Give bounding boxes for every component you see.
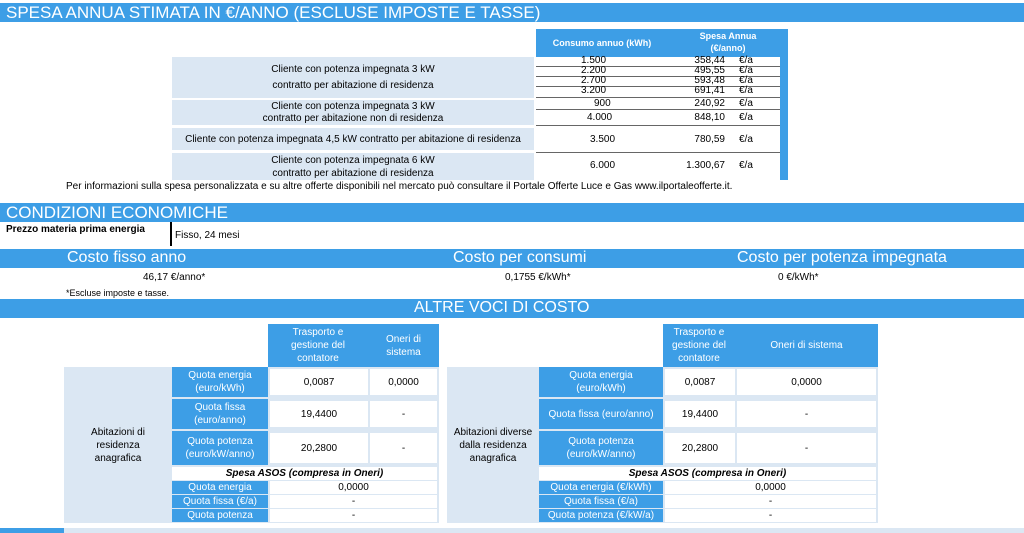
right-group-label: Abitazioni diverse dalla residenza anagrafica	[453, 426, 533, 464]
unit-label: €/a	[739, 75, 753, 86]
costo-fisso-value: 46,17 €/anno*	[143, 272, 206, 283]
unit-label: €/a	[739, 65, 753, 76]
costo-consumi-value: 0,1755 €/kWh*	[505, 272, 571, 283]
group-label-line: contratto per abitazione di residenza	[272, 80, 434, 91]
prezzo-label: Prezzo materia prima energia	[6, 224, 145, 235]
table-row	[536, 87, 780, 98]
costo-consumi-label: Costo per consumi	[453, 249, 587, 266]
consumo-value: 2.200	[581, 65, 607, 76]
asos-value: -	[270, 495, 437, 508]
quota-label: Quota potenza (euro/kW/anno)	[539, 431, 663, 465]
quota-label: Quota energia (euro/kWh)	[539, 367, 663, 397]
prezzo-value: Fisso, 24 mesi	[175, 230, 240, 241]
unit-label: €/a	[739, 85, 753, 96]
asos-value: -	[665, 495, 876, 508]
info-text: Per informazioni sulla spesa personalizzata e su altre offerte disponibili nel mercato può consultare il Portale Offerte Luce e Gas www.ilportaleofferte.it.	[66, 181, 733, 192]
group-label-line: Cliente con potenza impegnata 3 kW	[271, 64, 435, 75]
trasporto-value: 0,0087	[665, 369, 735, 395]
unit-label: €/a	[739, 134, 753, 145]
spesa-right-border	[780, 57, 788, 180]
costo-potenza-label: Costo per potenza impegnata	[737, 249, 947, 266]
trasporto-value: 20,2800	[270, 433, 368, 463]
consumo-value: 3.500	[590, 134, 616, 145]
oneri-value: 0,0000	[737, 369, 876, 395]
divider	[170, 222, 172, 246]
unit-label: €/a	[739, 112, 753, 123]
oneri-header: Oneri di sistema	[385, 333, 421, 358]
group-label-line: contratto per abitazione non di residenza	[262, 112, 444, 124]
col-spesa-label-1: Spesa Annua	[699, 31, 757, 41]
group-label-line: Cliente con potenza impegnata 6 kW	[271, 154, 435, 166]
spesa-value: 1.300,67	[686, 160, 725, 171]
nota-text: *Escluse imposte e tasse.	[66, 288, 170, 298]
oneri-value: -	[737, 433, 876, 463]
spesa-value: 593,48	[694, 75, 725, 86]
costi-band	[0, 249, 1024, 268]
asos-value: -	[270, 509, 437, 522]
col-consumo-header	[536, 29, 668, 57]
asos-label: Quota fissa (€/a)	[172, 495, 268, 508]
left-group-label: Abitazioni di residenza anagrafica	[91, 426, 145, 464]
consumo-value: 4.000	[587, 112, 613, 123]
consumo-value: 1.500	[581, 55, 607, 66]
quota-label: Quota potenza (euro/kW/anno)	[172, 431, 268, 465]
asos-title: Spesa ASOS (compresa in Oneri)	[172, 467, 437, 480]
table-row	[536, 153, 780, 180]
asos-value: 0,0000	[270, 481, 437, 494]
col-consumo-label: Consumo annuo (kWh)	[552, 38, 652, 48]
group-label-line: Cliente con potenza impegnata 3 kW	[271, 100, 435, 112]
spesa-value: 240,92	[694, 98, 725, 109]
costo-potenza-value: 0 €/kWh*	[778, 272, 819, 283]
asos-label: Quota fissa (€/a)	[539, 495, 663, 508]
asos-value: -	[665, 509, 876, 522]
quota-label: Quota fissa (euro/anno)	[172, 399, 268, 429]
quota-label: Quota fissa (euro/anno)	[539, 399, 663, 429]
unit-label: €/a	[739, 160, 753, 171]
spesa-value: 358,44	[694, 55, 725, 66]
oneri-header: Oneri di sistema	[770, 340, 843, 351]
oneri-value: 0,0000	[370, 369, 437, 395]
oneri-value: -	[370, 401, 437, 427]
trasporto-header: Trasporto e gestione del contatore	[291, 327, 345, 364]
table-row	[536, 110, 780, 126]
col-spesa-label-2: (€/anno)	[710, 43, 746, 53]
consumo-value: 2.700	[581, 75, 607, 86]
consumo-value: 900	[594, 98, 611, 109]
table-row	[536, 126, 780, 153]
spesa-title: SPESA ANNUA STIMATA IN €/ANNO (ESCLUSE IMPOSTE E TASSE)	[6, 3, 541, 22]
group-label	[172, 57, 534, 98]
asos-label: Quota potenza	[172, 509, 268, 522]
asos-title: Spesa ASOS (compresa in Oneri)	[539, 467, 876, 480]
group-label-line: Cliente con potenza impegnata 4,5 kW contratto per abitazione di residenza	[185, 133, 521, 145]
asos-value: 0,0000	[665, 481, 876, 494]
asos-label: Quota energia	[172, 481, 268, 494]
quota-label: Quota energia (euro/kWh)	[172, 367, 268, 397]
trasporto-value: 0,0087	[270, 369, 368, 395]
oneri-value: -	[737, 401, 876, 427]
group-label	[172, 128, 534, 150]
oneri-value: -	[370, 433, 437, 463]
spesa-value: 691,41	[694, 85, 725, 96]
table-row	[536, 98, 780, 110]
condizioni-title: CONDIZIONI ECONOMICHE	[6, 203, 228, 222]
group-label-line: contratto per abitazione di residenza	[272, 167, 434, 179]
group-label	[172, 100, 534, 125]
asos-label: Quota potenza (€/kW/a)	[539, 509, 663, 522]
altre-title: ALTRE VOCI DI COSTO	[414, 299, 590, 316]
consumo-value: 3.200	[581, 85, 607, 96]
spesa-title-band	[0, 3, 1024, 22]
consumo-value: 6.000	[590, 160, 616, 171]
trasporto-value: 20,2800	[665, 433, 735, 463]
costo-fisso-label: Costo fisso anno	[67, 249, 187, 266]
trasporto-header: Trasporto e gestione del contatore	[672, 327, 726, 364]
spesa-value: 848,10	[694, 112, 725, 123]
unit-label: €/a	[739, 55, 753, 66]
col-spesa-header	[668, 29, 788, 57]
spesa-value: 495,55	[694, 65, 725, 76]
right-header	[663, 324, 878, 367]
unit-label: €/a	[739, 98, 753, 109]
group-label	[172, 153, 534, 180]
condizioni-title-band	[0, 203, 1024, 222]
trasporto-value: 19,4400	[270, 401, 368, 427]
asos-label: Quota energia (€/kWh)	[539, 481, 663, 494]
bottom-band	[0, 528, 1024, 533]
spesa-value: 780,59	[694, 134, 725, 145]
trasporto-value: 19,4400	[665, 401, 735, 427]
left-header	[268, 324, 439, 367]
bottom-band-accent	[0, 528, 64, 533]
altre-title-band	[0, 299, 1024, 318]
